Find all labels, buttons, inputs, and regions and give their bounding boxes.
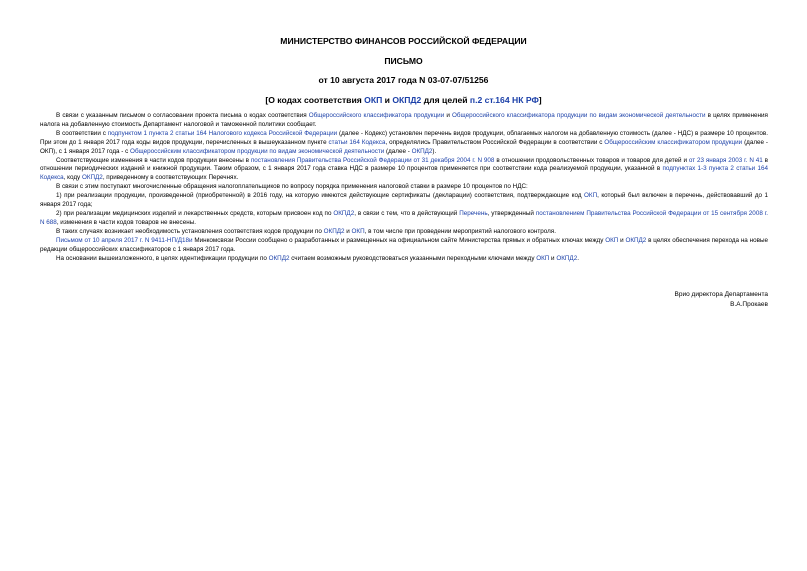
reference-link[interactable]: ОКПД2 xyxy=(81,174,103,182)
reference-link[interactable]: ОКПД2 xyxy=(411,147,433,155)
paragraph-text: и xyxy=(549,254,557,262)
paragraph xyxy=(40,112,768,130)
reference-link[interactable]: Общероссийским классификатором продукции по видам экономической деятельности xyxy=(130,147,385,155)
reference-link[interactable]: Общероссийского классификатора продукции xyxy=(308,112,445,119)
title-bracket-open: [О кодах соответствия xyxy=(265,95,365,105)
reference-link[interactable]: подпунктом 1 пункта 2 статьи 164 Налогового кодекса Российской Федерации xyxy=(107,129,338,137)
reference-link[interactable]: ОКП xyxy=(351,227,365,235)
paragraph-text: в целях применения налога на добавленную стоимость Департамент налоговой и таможенной политики сообщает. xyxy=(40,112,768,128)
reference-link[interactable]: ОКП xyxy=(584,192,598,200)
paragraph-text: и xyxy=(444,112,452,119)
paragraph-text: , в том числе при проведении мероприятий налогового контроля. xyxy=(364,227,556,235)
paragraph-text: , утвержденный xyxy=(487,209,536,217)
reference-link[interactable]: постановления Правительства Российской Федерации от 31 декабря 2004 г. N 908 xyxy=(250,156,495,164)
paragraph-text: В связи с этим поступают многочисленные обращения налогоплательщиков по вопросу порядка применения налоговой ставки в размере 10 процентов по НДС: xyxy=(56,183,528,191)
paragraph xyxy=(40,255,768,264)
paragraph xyxy=(40,192,768,210)
paragraph-text: (далее - Кодекс) установлен перечень видов продукции, облагаемых налогом на добавленную стоимость (далее - НДС) в размере 10 процентов. При этом до 1 января 2017 года коды видов продукции, перечисленных в вышеуказанном пункте xyxy=(40,129,769,146)
reference-link[interactable]: ОКП xyxy=(605,236,619,244)
title-link-okpd2[interactable]: ОКПД2 xyxy=(392,95,422,105)
paragraph-text: Соответствующие изменения в части кодов продукции внесены в xyxy=(56,156,251,164)
reference-link[interactable]: Перечень xyxy=(459,209,488,217)
reference-link[interactable]: ОКПД2 xyxy=(268,254,290,262)
reference-link[interactable]: ОКП xyxy=(536,254,550,262)
date-number-heading: от 10 августа 2017 года N 03-07-07/51256 xyxy=(318,75,489,85)
signature-position: Врио директора Департамента xyxy=(674,291,768,298)
paragraph-text: 1) при реализации продукции, произведенной (приобретенной) в 2016 году, на которую имеются действующие сертификаты (декларации) соответствия, подтверждающие код xyxy=(56,192,585,200)
reference-link[interactable]: постановлением Правительства Российской Федерации от 15 сентября 2008 г. N 688 xyxy=(40,209,768,226)
letter-body xyxy=(40,112,768,263)
paragraph-text: 2) при реализации медицинских изделий и лекарственных средств, которым присвоен код по xyxy=(56,209,334,217)
reference-link[interactable]: ОКПД2 xyxy=(333,209,355,217)
paragraph-text: в отношении продовольственных товаров и товаров для детей и xyxy=(494,156,689,164)
reference-link[interactable]: Общероссийским классификатором продукции xyxy=(604,138,743,146)
paragraph-text: , в связи с тем, что в действующий xyxy=(354,209,460,217)
paragraph-text: В таких случаях возникает необходимость установления соответствия кодов продукции по xyxy=(56,227,324,235)
paragraph-text: ). xyxy=(432,147,437,155)
reference-link[interactable]: Общероссийского классификатора продукции по видам экономической деятельности xyxy=(452,112,706,119)
paragraph-text: Минкомсвязи России сообщено о разработанных и размещенных на официальном сайте Министерства прямых и обратных ключах между xyxy=(192,236,606,244)
paragraph-text: и xyxy=(618,236,626,244)
paragraph-text: В соответствии с xyxy=(56,129,108,137)
title-bracket-close: ] xyxy=(538,95,542,105)
paragraph-text: , коду xyxy=(63,174,82,182)
paragraph-text: (далее - xyxy=(384,147,412,155)
paragraph-text: В связи с указанным письмом о согласовании проекта письма о кодах соответствия xyxy=(56,112,309,119)
paragraph xyxy=(40,228,768,237)
ministry-heading: МИНИСТЕРСТВО ФИНАНСОВ РОССИЙСКОЙ ФЕДЕРАЦИИ xyxy=(280,36,527,46)
paragraph-text: считаем возможным руководствоваться указанными переходными ключами между xyxy=(289,254,537,262)
paragraph xyxy=(40,210,768,228)
paragraph-text: , приведенному в соответствующих Перечнях. xyxy=(102,174,239,182)
document-title xyxy=(0,95,807,106)
reference-link[interactable]: ОКПД2 xyxy=(625,236,647,244)
title-link-okp[interactable]: ОКП xyxy=(364,95,383,105)
reference-link[interactable]: подпунктах 1-3 пункта 2 статьи 164 Кодекса xyxy=(40,165,768,182)
paragraph-text: , определялись Правительством Российской Федерации в соответствии с xyxy=(385,138,605,146)
paragraph xyxy=(40,157,768,184)
paragraph-text: . xyxy=(577,254,579,262)
signature-name: В.А.Прокаев xyxy=(730,301,768,308)
paragraph-text: (далее - ОКП), с 1 января 2017 года - с xyxy=(40,138,768,155)
title-text-mid: для целей xyxy=(421,95,470,105)
paragraph xyxy=(40,183,768,192)
title-text-and: и xyxy=(382,95,393,105)
reference-link[interactable]: Письмом от 10 апреля 2017 г. N 9411-НП/Д18и xyxy=(56,236,193,244)
reference-link[interactable]: от 23 января 2003 г. N 41 xyxy=(688,156,763,164)
title-link-article[interactable]: п.2 ст.164 НК РФ xyxy=(469,95,539,105)
paragraph-text: , изменения в части кодов товаров не внесены. xyxy=(56,218,196,226)
reference-link[interactable]: ОКПД2 xyxy=(323,227,345,235)
paragraph-text: в отношении периодических изданий и книжной продукции. Таким образом, с 1 января 2017 года ставка НДС в размере 10 процентов применяется при соответствии кода реализуемой продукции, указанной в xyxy=(40,156,768,173)
paragraph xyxy=(40,130,768,157)
reference-link[interactable]: статьи 164 Кодекса xyxy=(328,138,386,146)
paragraph-text: в целях обеспечения перехода на новые редакции общероссийских классификаторов с 1 января 2017 года. xyxy=(40,236,768,253)
paragraph-text: На основании вышеизложенного, в целях идентификации продукции по xyxy=(56,254,269,262)
reference-link[interactable]: ОКПД2 xyxy=(556,254,578,262)
document-type-heading: ПИСЬМО xyxy=(384,56,423,66)
paragraph xyxy=(40,237,768,255)
paragraph-text: , который был включен в перечень, действовавший до 1 января 2017 года; xyxy=(40,192,768,209)
paragraph-text: и xyxy=(344,227,352,235)
